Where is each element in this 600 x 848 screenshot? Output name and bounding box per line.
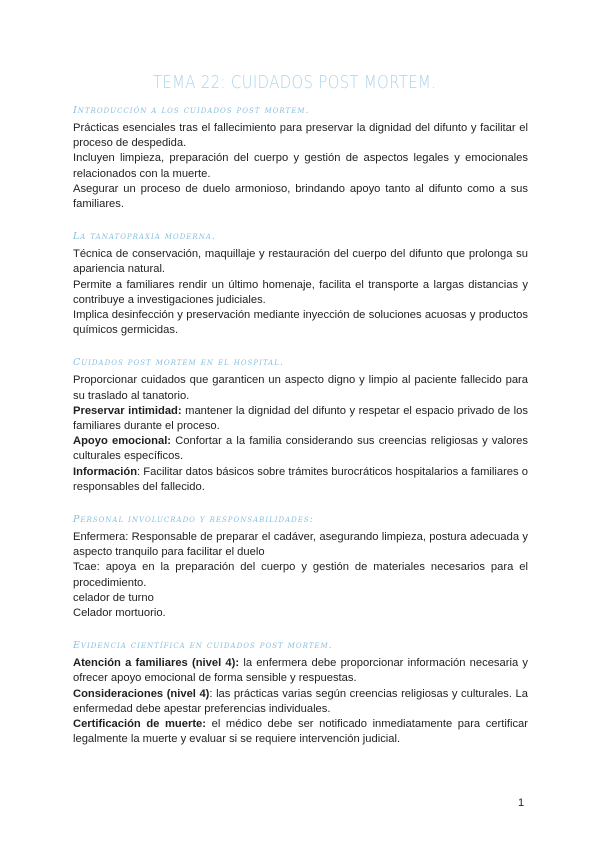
section-heading: Personal involucrado y responsabilidades: <box>73 514 314 526</box>
section-tanatopraxia <box>73 230 528 338</box>
paragraph: Técnica de conservación, maquillaje y restauración del cuerpo del difunto que prolonga su apariencia natural. <box>73 248 528 276</box>
section-heading: Cuidados post mortem en el hospital. <box>73 357 284 369</box>
paragraph: Apoyo emocional: Confortar a la familia considerando sus creencias religiosas y valores culturales específicos. <box>73 435 528 463</box>
paragraph: celador de turno <box>73 591 154 604</box>
section-hospital <box>73 356 528 495</box>
page-title: TEMA 22: CUIDADOS POST MORTEM. <box>152 72 437 93</box>
paragraph: Asegurar un proceso de duelo armonioso, brindando apoyo tanto al difunto como a sus familiares. <box>73 182 528 211</box>
paragraph: Celador mortuorio. <box>73 607 166 620</box>
paragraph: Incluyen limpieza, preparación del cuerpo y gestión de aspectos legales y emocionales relacionados con la muerte. <box>73 152 528 180</box>
paragraph: Proporcionar cuidados que garanticen un aspecto digno y limpio al paciente fallecido para su traslado al tanatorio. <box>73 374 528 402</box>
document-body <box>73 104 528 766</box>
section-heading: Evidencia científica en cuidados post mortem. <box>73 640 333 652</box>
section-heading: Introducción a los cuidados post mortem. <box>73 105 310 116</box>
paragraph: Atención a familiares (nivel 4): la enfermera debe proporcionar información necesaria y ofrecer apoyo emocional de forma sensible y respuestas. <box>73 657 528 685</box>
section-heading: La tanatopraxia moderna. <box>73 231 216 243</box>
paragraph: Prácticas esenciales tras el fallecimiento para preservar la dignidad del difunto y facilitar el proceso de despedida. <box>73 122 528 150</box>
paragraph: Tcae: apoya en la preparación del cuerpo y gestión de materiales necesarios para el procedimiento. <box>73 561 528 589</box>
paragraph: Permite a familiares rendir un último homenaje, facilita el transporte a largas distancias y contribuye a investigaciones judiciales. <box>73 278 528 306</box>
paragraph: Preservar intimidad: mantener la dignidad del difunto y respetar el espacio privado de los familiares durante el proceso. <box>73 404 528 433</box>
page-number: 1 <box>518 797 525 809</box>
paragraph: Certificación de muerte: el médico debe ser notificado inmediatamente para certificar legalmente la muerte y evaluar si se requiere intervención judicial. <box>73 718 528 746</box>
section-evidencia <box>73 639 528 747</box>
section-personal <box>73 513 528 621</box>
paragraph: Consideraciones (nivel 4): las prácticas varias según creencias religiosas y culturales. La enfermedad debe apestar preferencias individuales. <box>73 687 528 715</box>
paragraph: Información: Facilitar datos básicos sobre trámites burocráticos hospitalarios a familiares o responsables del fallecido. <box>73 465 528 493</box>
paragraph: Implica desinfección y preservación mediante inyección de soluciones acuosas y productos químicos germicidas. <box>73 309 528 337</box>
paragraph: Enfermera: Responsable de preparar el cadáver, asegurando limpieza, postura adecuada y aspecto tranquilo para facilitar el duelo <box>73 531 528 559</box>
section-intro <box>73 104 528 212</box>
